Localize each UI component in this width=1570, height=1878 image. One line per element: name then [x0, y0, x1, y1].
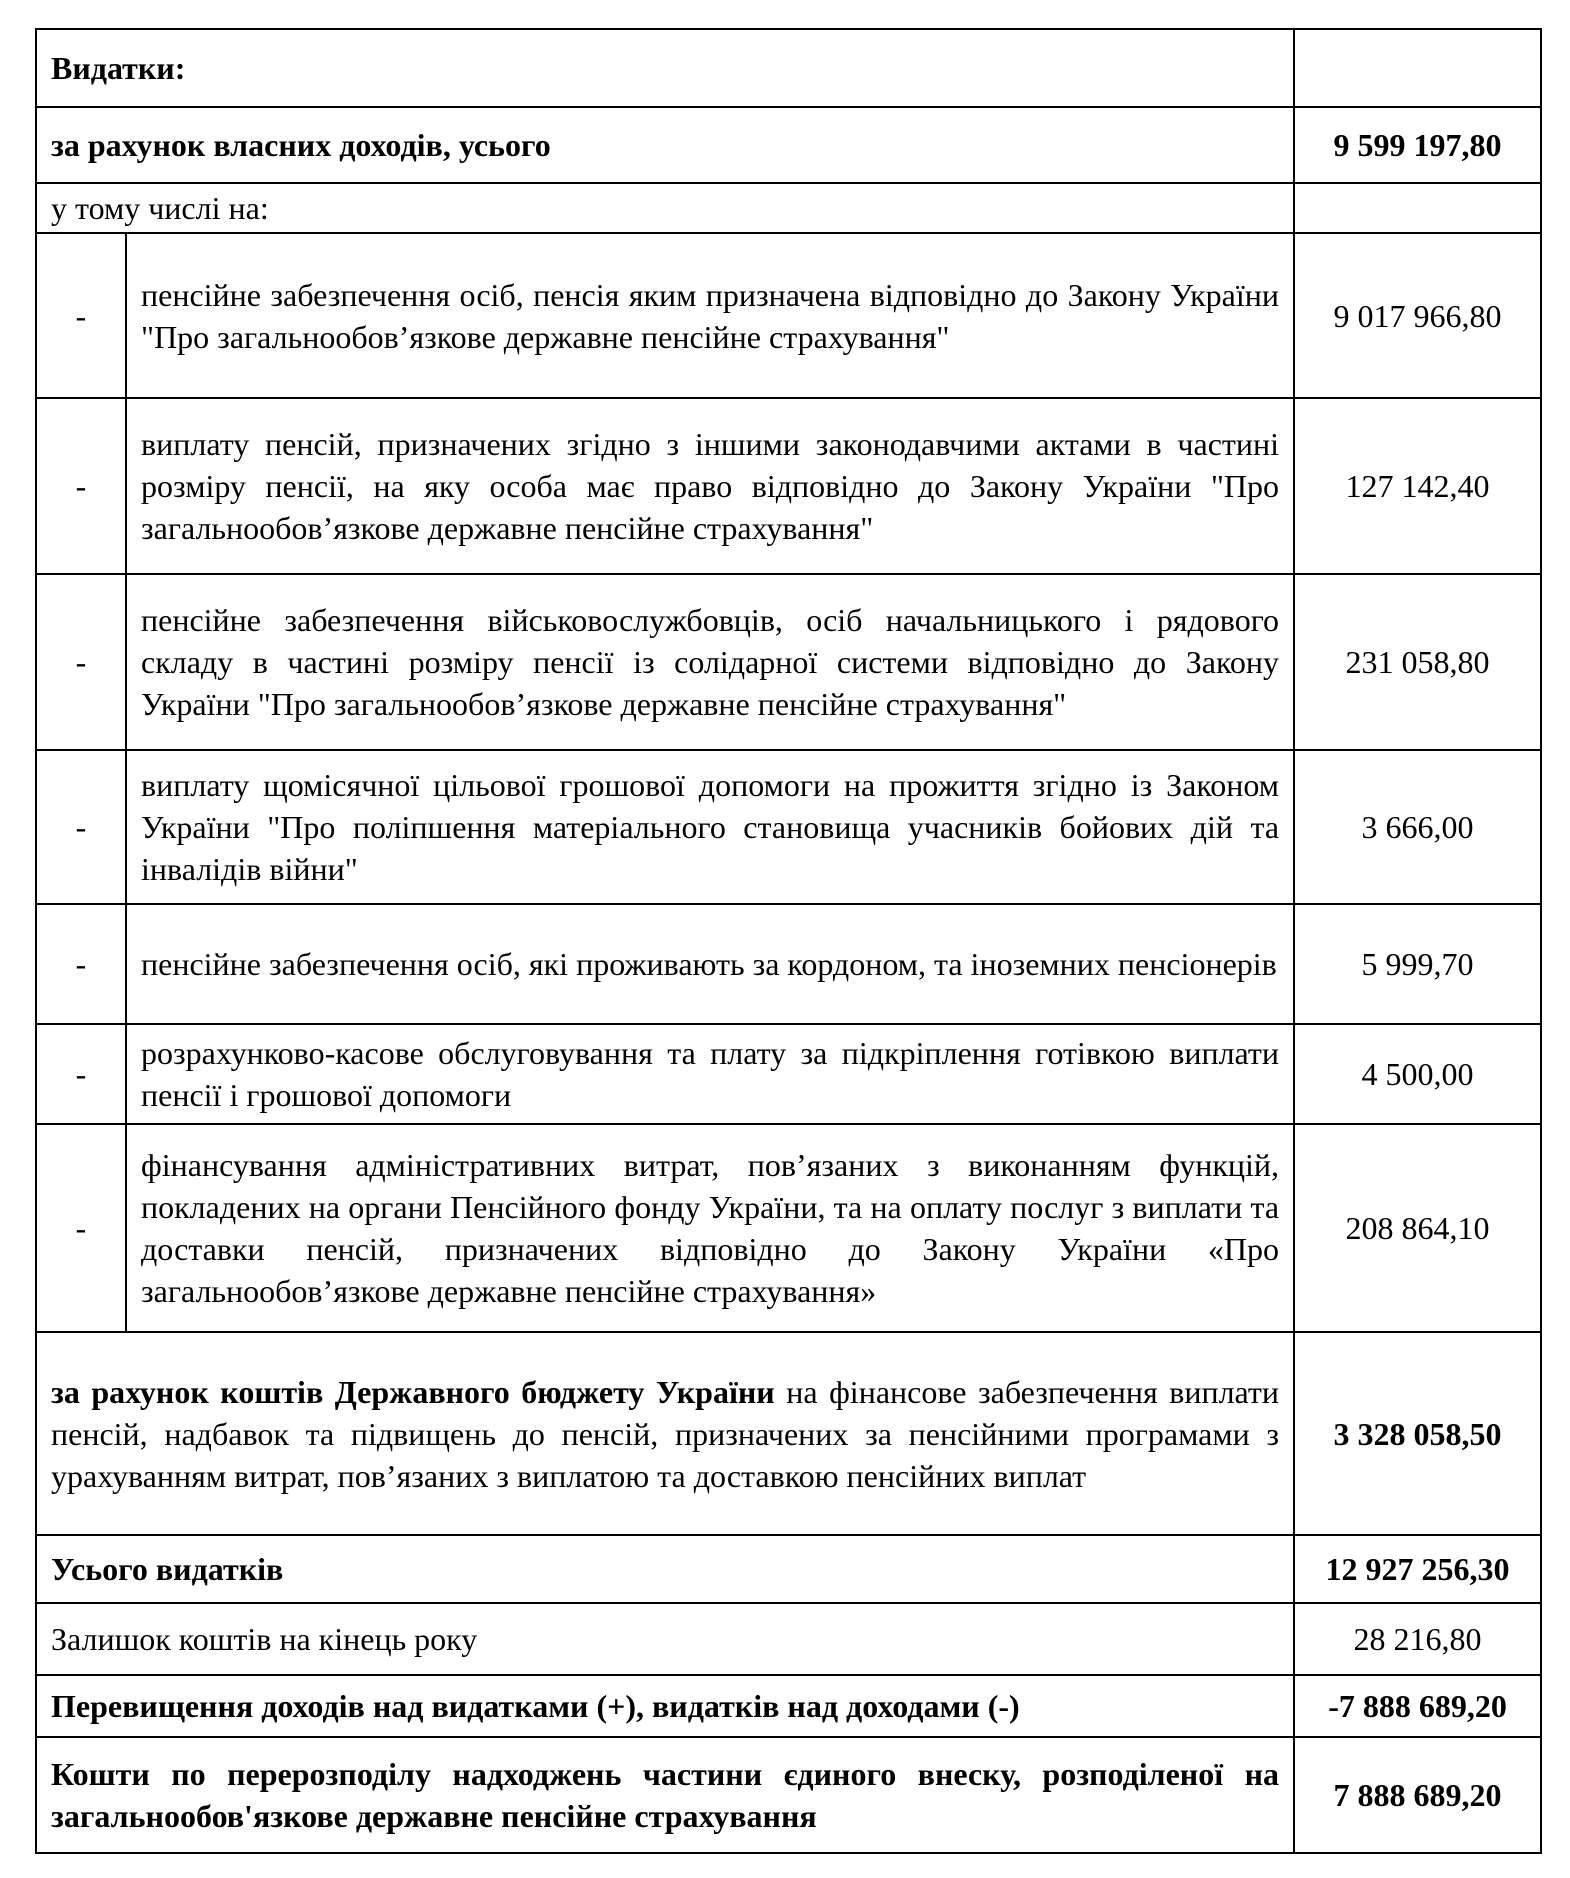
item-row: [36, 574, 1541, 750]
item-dash: -: [36, 233, 126, 398]
redistribution-row: [36, 1737, 1541, 1853]
total-row: [36, 1535, 1541, 1603]
item-dash: -: [36, 750, 126, 904]
item-value: 4 500,00: [1294, 1024, 1541, 1124]
state-budget-row: [36, 1332, 1541, 1535]
item-row: [36, 233, 1541, 398]
item-dash: -: [36, 1024, 126, 1124]
item-description: пенсійне забезпечення осіб, пенсія яким призначена відповідно до Закону України "Про загальнообов’язкове державне пенсійне страхування": [126, 233, 1294, 398]
own-income-label: за рахунок власних доходів, усього: [36, 107, 1294, 183]
surplus-row: [36, 1675, 1541, 1737]
total-value: 12 927 256,30: [1294, 1535, 1541, 1603]
including-row: [36, 183, 1541, 233]
own-income-value: 9 599 197,80: [1294, 107, 1541, 183]
item-value: 208 864,10: [1294, 1124, 1541, 1332]
item-value: 5 999,70: [1294, 904, 1541, 1024]
state-budget-value: 3 328 058,50: [1294, 1332, 1541, 1535]
item-row: [36, 398, 1541, 574]
item-row: [36, 1024, 1541, 1124]
item-value: 127 142,40: [1294, 398, 1541, 574]
state-budget-label: [36, 1332, 1294, 1535]
balance-label: Залишок коштів на кінець року: [36, 1603, 1294, 1675]
item-value: 3 666,00: [1294, 750, 1541, 904]
state-budget-label-rest: на фінансове забезпечення виплати пенсій, надбавок та підвищень до пенсій, призначених за пенсійними програмами з урахуванням витрат, пов’язаних з виплатою та доставкою пенсійних виплат: [51, 1373, 1280, 1494]
item-dash: -: [36, 398, 126, 574]
surplus-label: Перевищення доходів над видатками (+), видатків над доходами (-): [36, 1675, 1294, 1737]
balance-row: [36, 1603, 1541, 1675]
including-label: у тому числі на:: [36, 183, 1294, 233]
item-dash: -: [36, 904, 126, 1024]
section-title: Видатки:: [36, 29, 1294, 107]
item-description: розрахунково-касове обслуговування та плату за підкріплення готівкою виплати пенсії і грошової допомоги: [126, 1024, 1294, 1124]
header-value-cell: [1294, 29, 1541, 107]
balance-value: 28 216,80: [1294, 1603, 1541, 1675]
item-description: пенсійне забезпечення осіб, які проживають за кордоном, та іноземних пенсіонерів: [126, 904, 1294, 1024]
item-value: 231 058,80: [1294, 574, 1541, 750]
item-description: виплату щомісячної цільової грошової допомоги на прожиття згідно із Законом України "Про поліпшення матеріального становища учасників бойових дій та інвалідів війни": [126, 750, 1294, 904]
item-row: [36, 1124, 1541, 1332]
item-dash: -: [36, 574, 126, 750]
item-description: виплату пенсій, призначених згідно з іншими законодавчими актами в частині розміру пенсії, на яку особа має право відповідно до Закону України "Про загальнообов’язкове державне пенсійне страхування": [126, 398, 1294, 574]
expenditures-table: [35, 28, 1542, 1854]
item-description: фінансування адміністративних витрат, пов’язаних з виконанням функцій, покладених на органи Пенсійного фонду України, та на оплату послуг з виплати та доставки пенсій, призначених відповідно до Закону України «Про загальнообов’язкове державне пенсійне страхування»: [126, 1124, 1294, 1332]
item-description: пенсійне забезпечення військовослужбовців, осіб начальницького і рядового складу в частині розміру пенсії із солідарної системи відповідно до Закону України "Про загальнообов’язкове державне пенсійне страхування": [126, 574, 1294, 750]
redistribution-label: Кошти по перерозподілу надходжень частини єдиного внеску, розподіленої на загальнообов'язкове державне пенсійне страхування: [36, 1737, 1294, 1853]
item-dash: -: [36, 1124, 126, 1332]
own-income-row: [36, 107, 1541, 183]
item-row: [36, 750, 1541, 904]
state-budget-label-bold: за рахунок коштів Державного бюджету України: [51, 1373, 775, 1410]
total-label: Усього видатків: [36, 1535, 1294, 1603]
item-row: [36, 904, 1541, 1024]
surplus-value: -7 888 689,20: [1294, 1675, 1541, 1737]
header-row: [36, 29, 1541, 107]
including-value-cell: [1294, 183, 1541, 233]
item-value: 9 017 966,80: [1294, 233, 1541, 398]
redistribution-value: 7 888 689,20: [1294, 1737, 1541, 1853]
